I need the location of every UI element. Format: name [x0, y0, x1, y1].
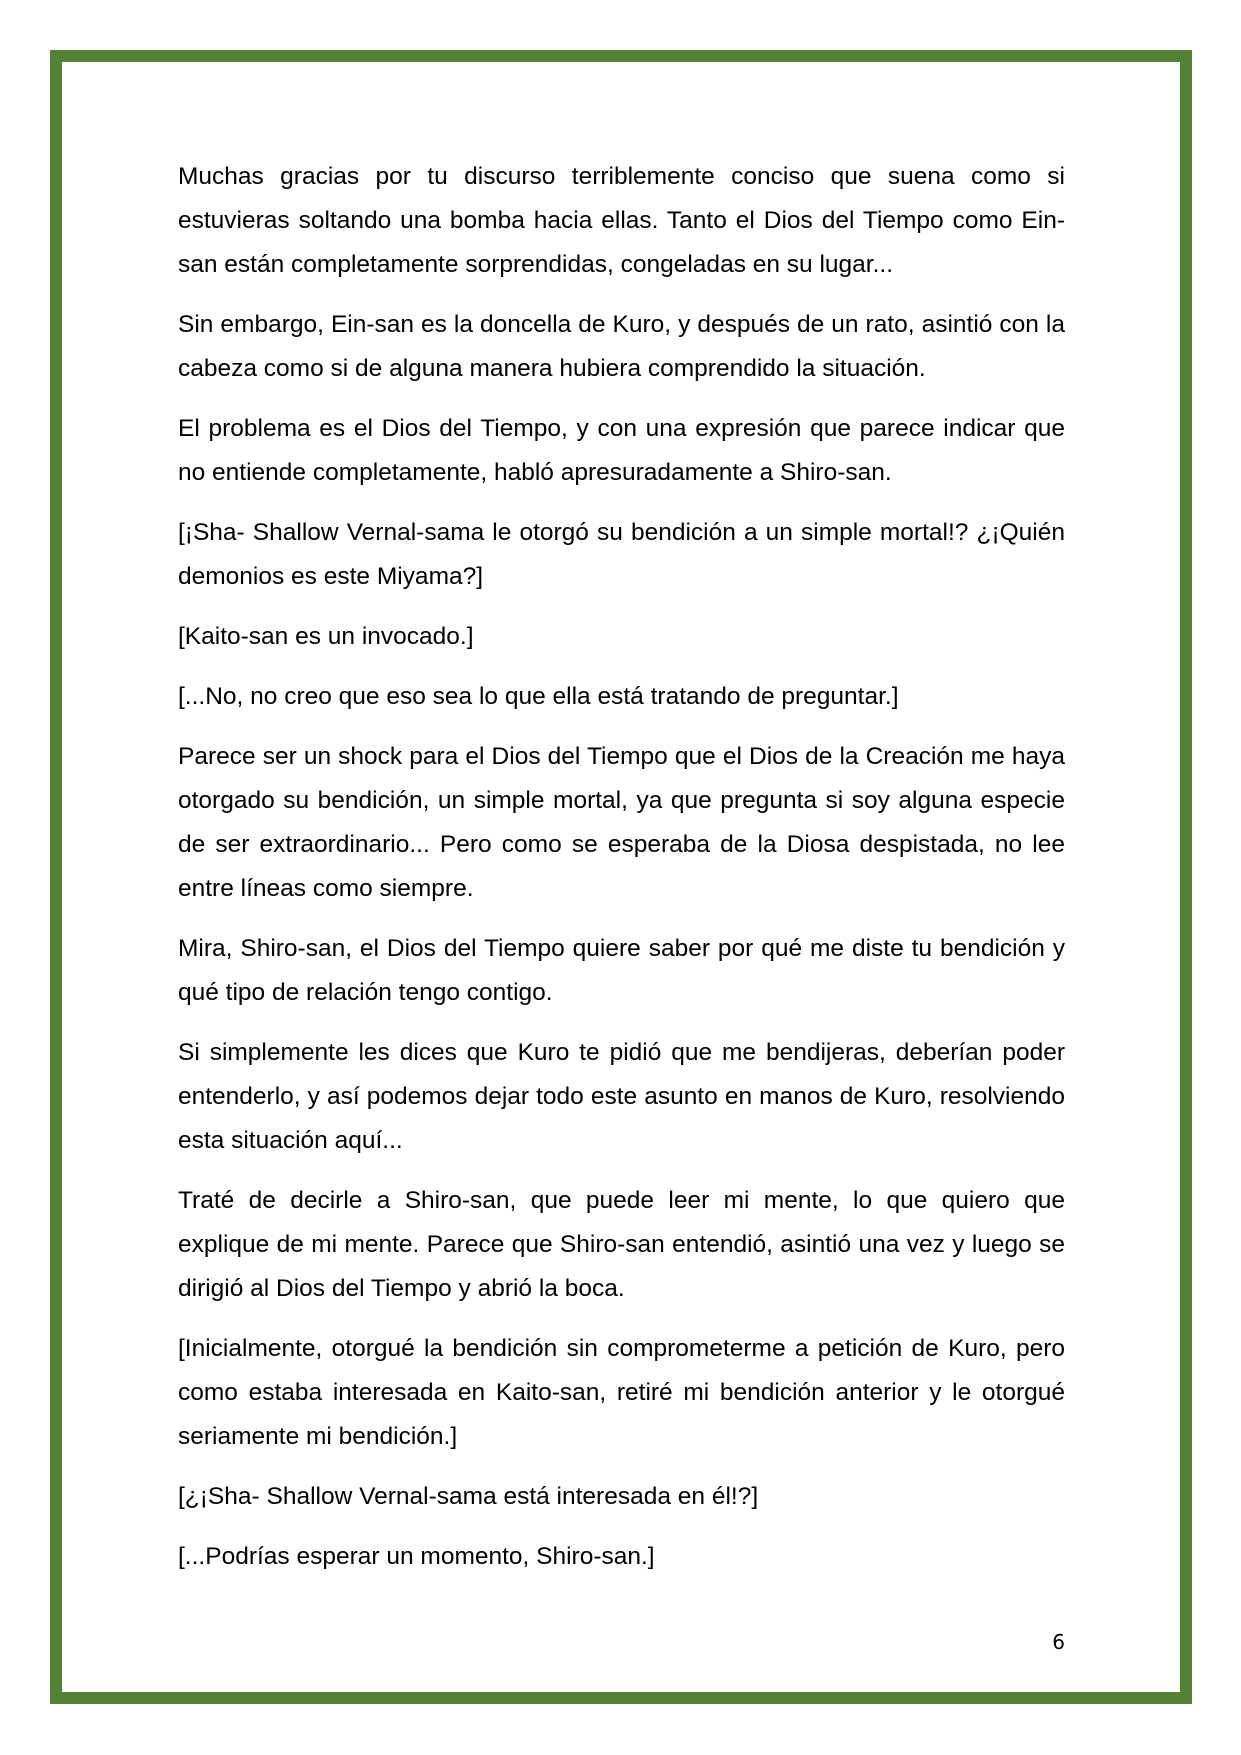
paragraph-3: El problema es el Dios del Tiempo, y con una expresión que parece indicar que no entiende completamente, habló apresuradamente a Shiro-san.: [178, 415, 1065, 486]
paragraph-9: Si simplemente les dices que Kuro te pidió que me bendijeras, deberían poder entenderlo, y así podemos dejar todo este asunto en manos de Kuro, resolviendo esta situación aquí...: [178, 1039, 1065, 1154]
paragraph-12: [¿¡Sha- Shallow Vernal-sama está interesada en él!?]: [178, 1483, 759, 1510]
paragraph-8: Mira, Shiro-san, el Dios del Tiempo quiere saber por qué me diste tu bendición y qué tipo de relación tengo contigo.: [178, 935, 1065, 1006]
paragraph-7: Parece ser un shock para el Dios del Tiempo que el Dios de la Creación me haya otorgado su bendición, un simple mortal, ya que pregunta si soy alguna especie de ser extraordinario... Pero como se esperaba de la Diosa despistada, no lee entre líneas como siempre.: [178, 743, 1065, 902]
paragraph-11: [Inicialmente, otorgué la bendición sin comprometerme a petición de Kuro, pero como estaba interesada en Kaito-san, retiré mi bendición anterior y le otorgué seriamente mi bendición.]: [178, 1335, 1065, 1450]
paragraph-2: Sin embargo, Ein-san es la doncella de Kuro, y después de un rato, asintió con la cabeza como si de alguna manera hubiera comprendido la situación.: [178, 311, 1065, 382]
document-body: [178, 155, 1065, 1595]
paragraph-13: [...Podrías esperar un momento, Shiro-san.]: [178, 1543, 655, 1570]
page-number: 6: [1052, 1630, 1065, 1654]
paragraph-6: [...No, no creo que eso sea lo que ella está tratando de preguntar.]: [178, 683, 899, 710]
paragraph-10: Traté de decirle a Shiro-san, que puede leer mi mente, lo que quiero que explique de mi mente. Parece que Shiro-san entendió, asintió una vez y luego se dirigió al Dios del Tiempo y abrió la boca.: [178, 1187, 1065, 1302]
paragraph-4: [¡Sha- Shallow Vernal-sama le otorgó su bendición a un simple mortal!? ¿¡Quién demonios es este Miyama?]: [178, 519, 1065, 590]
paragraph-5: [Kaito-san es un invocado.]: [178, 623, 474, 650]
paragraph-1: Muchas gracias por tu discurso terriblemente conciso que suena como si estuvieras soltando una bomba hacia ellas. Tanto el Dios del Tiempo como Ein-san están completamente sorprendidas, congeladas en su lugar...: [178, 163, 1065, 278]
